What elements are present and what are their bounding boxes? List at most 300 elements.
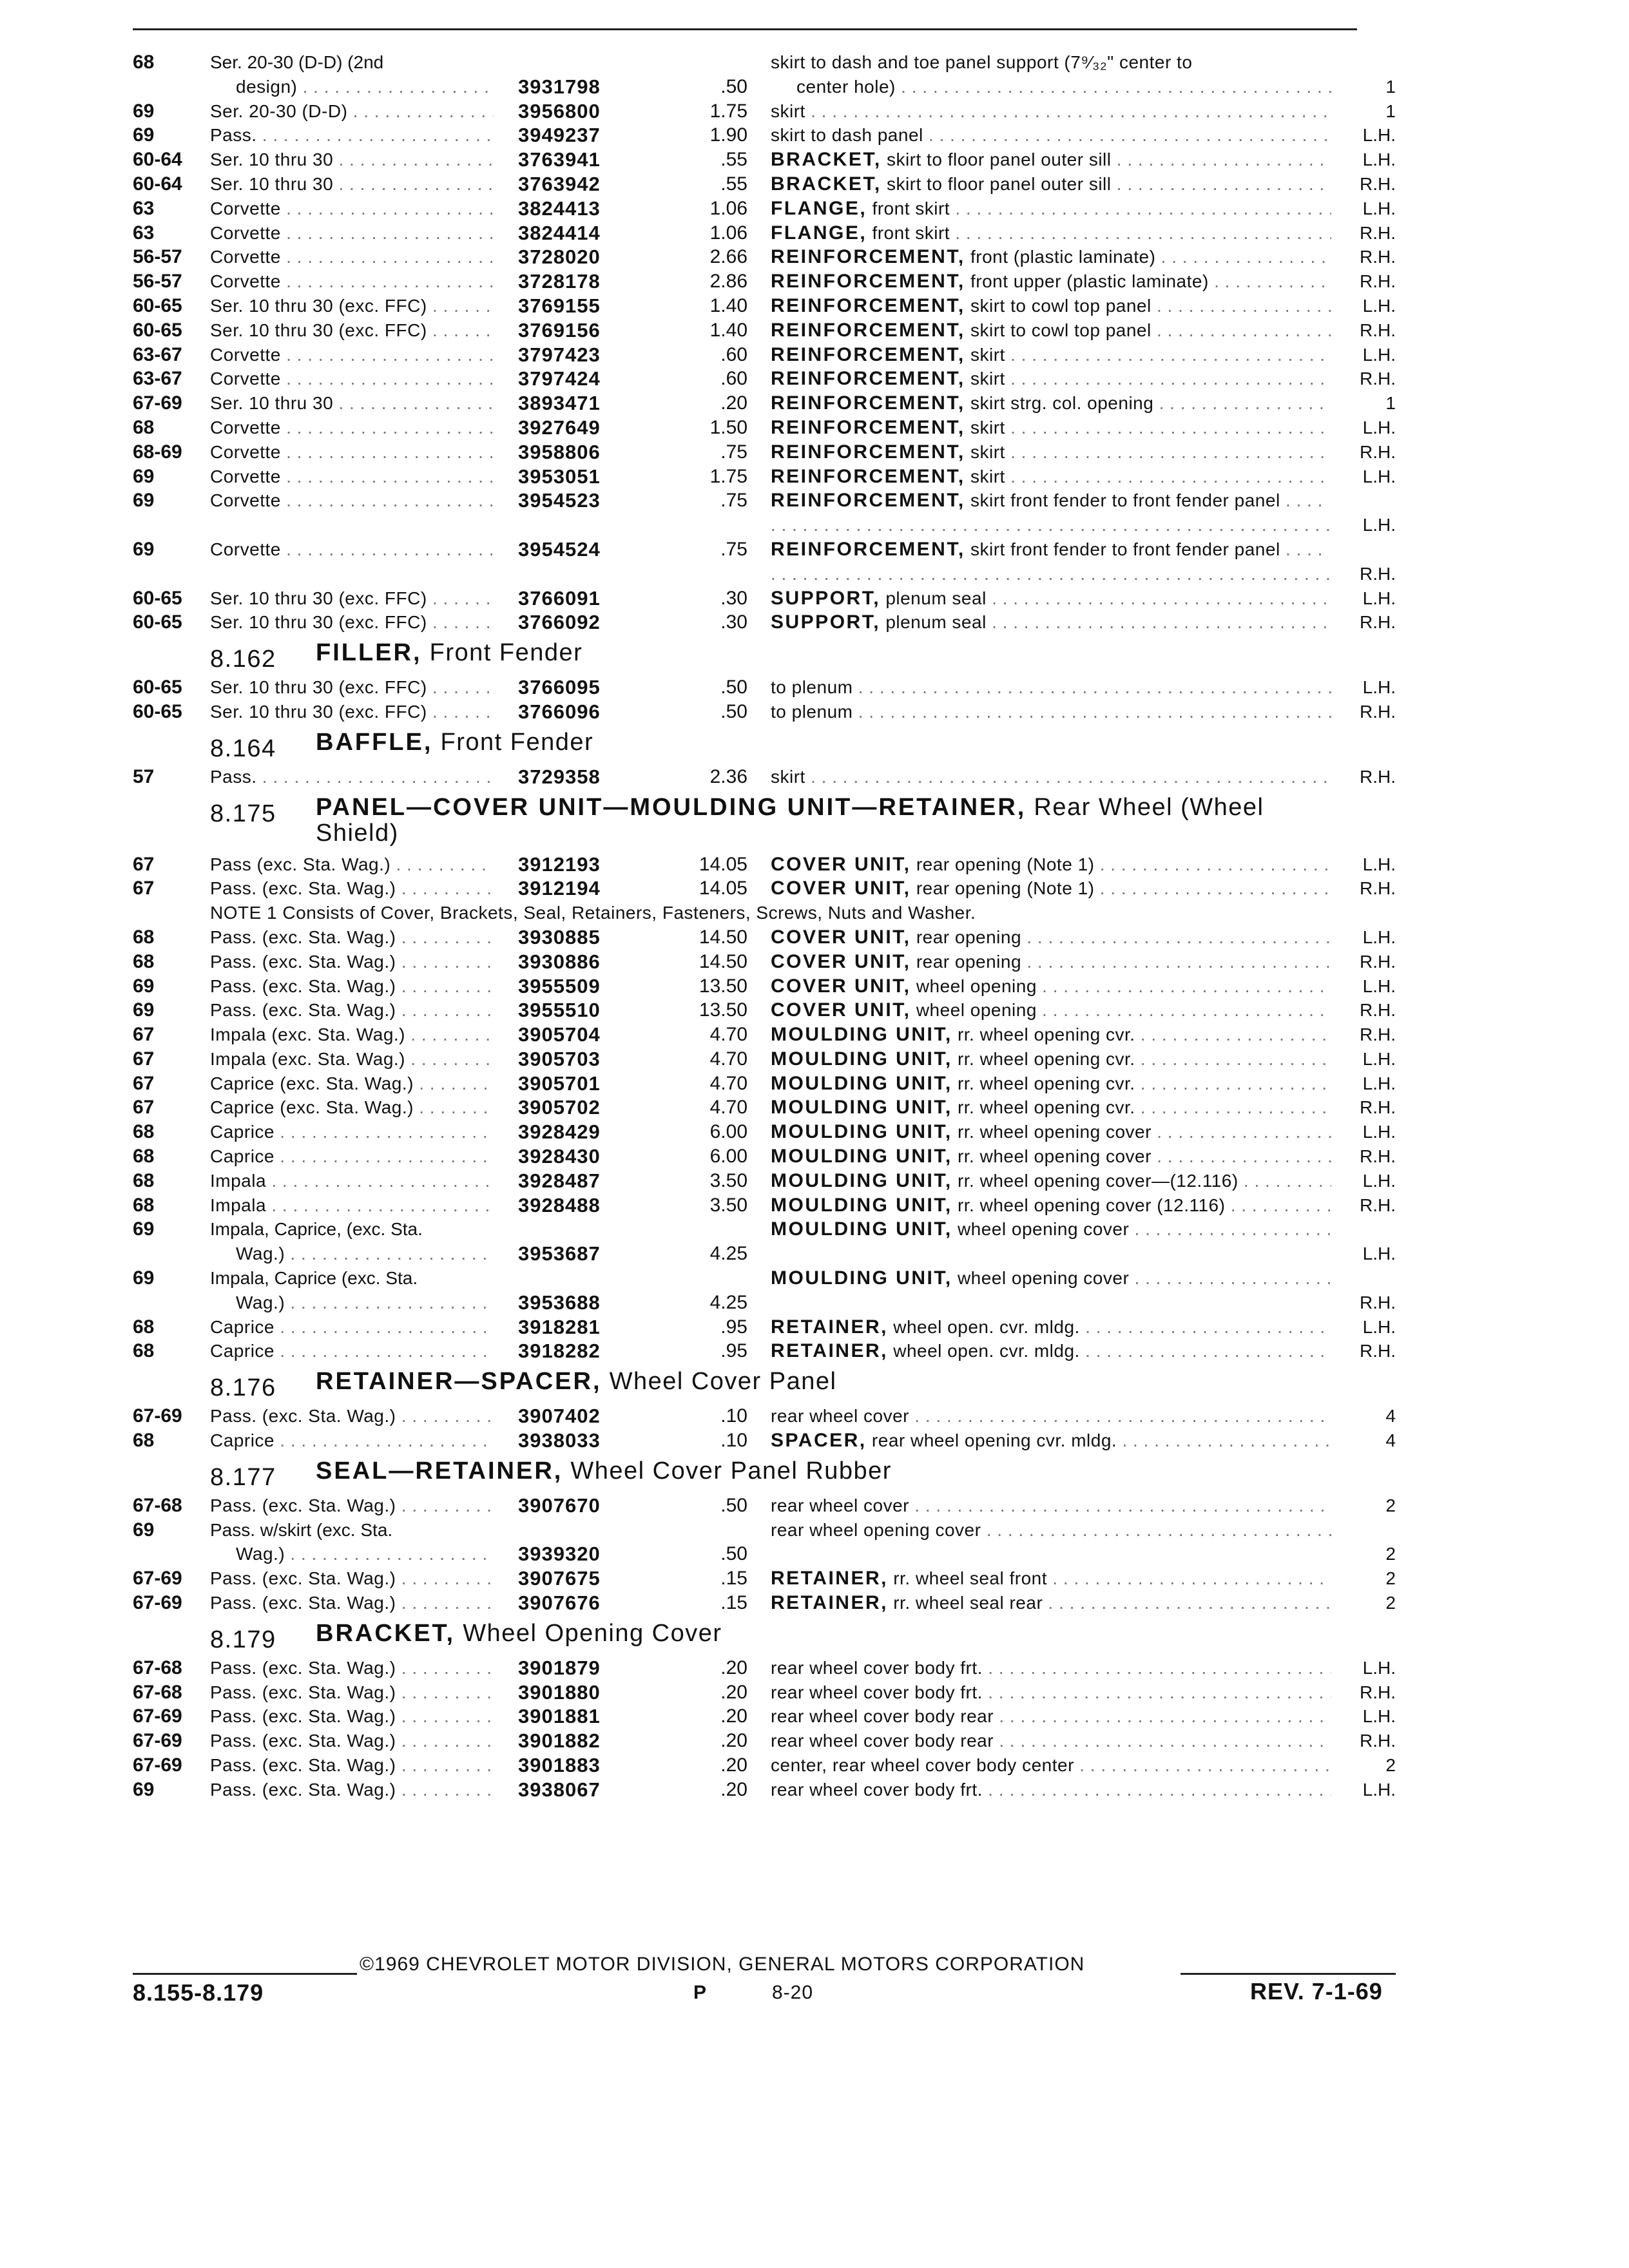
price: 6.00 bbox=[709, 1146, 747, 1168]
quantity-side: R.H. bbox=[1340, 1680, 1396, 1705]
price: .60 bbox=[720, 343, 747, 365]
parts-list bbox=[0, 50, 1629, 1802]
quantity-side: R.H. bbox=[1340, 876, 1396, 901]
quantity-side: R.H. bbox=[1340, 1095, 1396, 1120]
model: Ser. 10 thru 30 (exc. FFC) . . . bbox=[210, 586, 494, 611]
description bbox=[771, 1023, 1331, 1047]
description-keyword: SUPPORT, bbox=[771, 611, 881, 633]
page-number: 8-20 bbox=[772, 1982, 814, 2003]
price: 6.00 bbox=[709, 1121, 747, 1143]
model-year: 60-65 bbox=[133, 700, 182, 722]
part-row bbox=[0, 586, 1629, 611]
part-row bbox=[0, 245, 1629, 269]
part-number: 3928429 bbox=[518, 1120, 601, 1144]
quantity-side: L.H. bbox=[1340, 465, 1396, 489]
part-number: 3927649 bbox=[518, 416, 601, 439]
description-keyword: MOULDING UNIT, bbox=[771, 1024, 952, 1046]
section-range: 8.155-8.179 bbox=[133, 1979, 264, 2006]
part-row bbox=[0, 391, 1629, 416]
description-text: rear wheel cover body frt. bbox=[771, 1682, 983, 1702]
quantity-side: L.H. bbox=[1340, 148, 1396, 172]
part-number: 3901883 bbox=[518, 1754, 601, 1777]
section-heading bbox=[0, 724, 1629, 765]
quantity-side: L.H. bbox=[1340, 925, 1396, 950]
part-number: 3728020 bbox=[518, 245, 601, 269]
part-row bbox=[0, 1266, 1629, 1315]
model-year: 57 bbox=[133, 765, 155, 787]
description-keyword: RETAINER, bbox=[771, 1592, 888, 1614]
part-row bbox=[0, 1120, 1629, 1144]
part-row bbox=[0, 610, 1629, 635]
price: .20 bbox=[720, 1681, 747, 1703]
description-text: rr. wheel opening cvr. bbox=[957, 1073, 1135, 1093]
description bbox=[771, 610, 1331, 635]
model: Ser. 10 thru 30 . . . bbox=[210, 172, 494, 197]
price: 3.50 bbox=[709, 1169, 747, 1191]
price: 13.50 bbox=[699, 999, 747, 1021]
description-text: wheel opening cover bbox=[957, 1268, 1130, 1289]
footer-rule-right bbox=[1181, 1973, 1396, 1975]
price: 14.05 bbox=[699, 878, 747, 899]
part-row bbox=[0, 1753, 1629, 1778]
part-number: 3955509 bbox=[518, 974, 601, 997]
model: Pass (exc. Sta. Wag.) . . . bbox=[210, 852, 494, 877]
model-year: 63-67 bbox=[133, 343, 182, 365]
part-row bbox=[0, 1315, 1629, 1340]
description-text: skirt bbox=[771, 766, 805, 787]
model: Corvette . . . bbox=[210, 537, 494, 562]
model: design) . . . bbox=[236, 75, 494, 99]
description-keyword: RETAINER, bbox=[771, 1340, 888, 1362]
part-number: 3938033 bbox=[518, 1429, 601, 1452]
description-text: front (plastic laminate) bbox=[970, 247, 1156, 267]
description-keyword: SUPPORT, bbox=[771, 587, 881, 609]
price: .20 bbox=[720, 392, 747, 414]
section-keyword: BAFFLE, bbox=[316, 728, 433, 756]
description-text: plenum seal bbox=[885, 612, 987, 633]
part-row bbox=[0, 1591, 1629, 1615]
description bbox=[771, 998, 1331, 1023]
quantity-side: 2 bbox=[1340, 1591, 1396, 1615]
section-number: 8.179 bbox=[210, 1626, 276, 1653]
model-year: 67 bbox=[133, 1024, 155, 1046]
part-row bbox=[0, 488, 1629, 537]
model-year: 67-69 bbox=[133, 1706, 182, 1727]
model: Ser. 10 thru 30 . . . bbox=[210, 148, 494, 172]
part-number: 3797423 bbox=[518, 343, 601, 366]
part-row bbox=[0, 1339, 1629, 1363]
description-text: rear wheel cover body frt. bbox=[771, 1657, 983, 1678]
description bbox=[771, 1428, 1331, 1453]
model: Pass. (exc. Sta. Wag.) . . . bbox=[210, 1591, 494, 1615]
model-year: 68 bbox=[133, 1430, 155, 1452]
quantity-side: L.H. bbox=[1340, 974, 1396, 999]
part-row bbox=[0, 675, 1629, 700]
description bbox=[771, 221, 1331, 245]
part-row bbox=[0, 974, 1629, 999]
description bbox=[771, 343, 1331, 367]
model: Caprice (exc. Sta. Wag.) . . . bbox=[210, 1095, 494, 1120]
price: .55 bbox=[720, 149, 747, 171]
quantity-side: L.H. bbox=[1340, 513, 1396, 537]
section-heading bbox=[0, 1615, 1629, 1656]
part-row bbox=[0, 294, 1629, 318]
model-line-1: Impala, Caprice, (exc. Sta. bbox=[210, 1219, 423, 1240]
description bbox=[771, 925, 1331, 950]
description-keyword: REINFORCEMENT, bbox=[771, 319, 965, 341]
section-subtitle: Wheel Cover Panel Rubber bbox=[570, 1457, 892, 1485]
description-keyword: BRACKET, bbox=[771, 173, 882, 195]
model: Impala (exc. Sta. Wag.) . . . bbox=[210, 1047, 494, 1072]
price: .55 bbox=[720, 173, 747, 195]
description bbox=[771, 440, 1331, 465]
price: .95 bbox=[720, 1316, 747, 1338]
part-number: 3918282 bbox=[518, 1340, 601, 1363]
description-text: skirt to floor panel outer sill bbox=[886, 173, 1112, 194]
model-year: 69 bbox=[133, 1267, 155, 1289]
model-year: 69 bbox=[133, 490, 155, 512]
description bbox=[771, 876, 1331, 901]
description-keyword: COVER UNIT, bbox=[771, 878, 911, 899]
description bbox=[771, 1169, 1331, 1193]
quantity-side: R.H. bbox=[1340, 318, 1396, 343]
description-keyword: COVER UNIT, bbox=[771, 950, 911, 972]
model-year: 68 bbox=[133, 1169, 155, 1191]
description bbox=[771, 852, 1331, 877]
model: Caprice (exc. Sta. Wag.) . . . bbox=[210, 1072, 494, 1096]
part-row bbox=[0, 318, 1629, 343]
description bbox=[771, 488, 1331, 537]
price: 4.70 bbox=[709, 1072, 747, 1094]
part-row bbox=[0, 1566, 1629, 1591]
description bbox=[771, 1266, 1331, 1291]
model-year: 63-67 bbox=[133, 368, 182, 390]
price: 1.40 bbox=[709, 319, 747, 341]
description bbox=[771, 950, 1331, 974]
quantity-side: 1 bbox=[1340, 391, 1396, 416]
part-row bbox=[0, 998, 1629, 1023]
part-number: 3766095 bbox=[518, 676, 601, 699]
price: 14.50 bbox=[699, 950, 747, 972]
page-letter: P bbox=[693, 1982, 708, 2003]
quantity-side: L.H. bbox=[1340, 1315, 1396, 1340]
model: Ser. 10 thru 30 (exc. FFC) . . . bbox=[210, 294, 494, 318]
price: .50 bbox=[720, 1543, 747, 1565]
description bbox=[771, 1315, 1331, 1340]
section-title bbox=[316, 640, 1347, 666]
description bbox=[771, 294, 1331, 318]
model: Wag.) . . . bbox=[236, 1242, 494, 1266]
part-row bbox=[0, 197, 1629, 221]
part-number: 3763941 bbox=[518, 148, 601, 171]
model-year: 67-69 bbox=[133, 1754, 182, 1776]
price: 1.40 bbox=[709, 294, 747, 316]
part-row bbox=[0, 1169, 1629, 1193]
model: Pass. . . . bbox=[210, 765, 494, 789]
part-row bbox=[0, 950, 1629, 974]
price: 4.70 bbox=[709, 1048, 747, 1070]
part-number: 3939320 bbox=[518, 1542, 601, 1566]
description bbox=[771, 1729, 1331, 1753]
description-text: rr. wheel seal front bbox=[893, 1568, 1048, 1589]
quantity-side: R.H. bbox=[1340, 1729, 1396, 1753]
model: Pass. (exc. Sta. Wag.) . . . bbox=[210, 1729, 494, 1753]
section-subtitle: Front Fender bbox=[440, 728, 594, 756]
description bbox=[771, 586, 1331, 611]
model: Impala (exc. Sta. Wag.) . . . bbox=[210, 1023, 494, 1047]
price: 1.06 bbox=[709, 197, 747, 219]
part-row bbox=[0, 1023, 1629, 1047]
price: 4.25 bbox=[709, 1291, 747, 1313]
description bbox=[771, 148, 1331, 172]
quantity-side: L.H. bbox=[1340, 197, 1396, 221]
description bbox=[771, 416, 1331, 440]
quantity-side: R.H. bbox=[1340, 610, 1396, 635]
model: Ser. 10 thru 30 . . . bbox=[210, 391, 494, 416]
description-text: rear wheel opening cvr. mldg. bbox=[871, 1430, 1117, 1451]
description-keyword: COVER UNIT, bbox=[771, 975, 911, 997]
description-keyword: REINFORCEMENT, bbox=[771, 343, 965, 365]
description bbox=[771, 537, 1331, 586]
description-keyword: REINFORCEMENT, bbox=[771, 416, 965, 438]
description bbox=[771, 1047, 1331, 1072]
part-number: 3901879 bbox=[518, 1656, 601, 1679]
model: Wag.) . . . bbox=[236, 1291, 494, 1315]
description-keyword: FLANGE, bbox=[771, 222, 867, 244]
price: 1.75 bbox=[709, 100, 747, 122]
part-row bbox=[0, 1680, 1629, 1705]
quantity-side: L.H. bbox=[1340, 294, 1396, 318]
part-row bbox=[0, 50, 1629, 99]
description-keyword: MOULDING UNIT, bbox=[771, 1218, 952, 1240]
description-text: skirt bbox=[771, 101, 805, 121]
part-row bbox=[0, 1729, 1629, 1753]
price: 14.50 bbox=[699, 926, 747, 948]
description bbox=[771, 1591, 1331, 1615]
description bbox=[771, 1120, 1331, 1144]
part-number: 3763942 bbox=[518, 172, 601, 195]
model: Corvette . . . bbox=[210, 197, 494, 221]
description-text: skirt to cowl top panel bbox=[970, 295, 1152, 316]
revision-date: REV. 7-1-69 bbox=[1250, 1978, 1383, 2004]
part-row bbox=[0, 1704, 1629, 1729]
section-subtitle: Rear Wheel (Wheel Shield) bbox=[316, 793, 1264, 847]
part-number: 3901881 bbox=[518, 1705, 601, 1728]
section-number: 8.177 bbox=[210, 1463, 276, 1491]
description-text: front upper (plastic laminate) bbox=[970, 271, 1209, 292]
section-title bbox=[316, 1620, 1347, 1646]
model-year: 67-68 bbox=[133, 1681, 182, 1703]
description-text: rr. wheel opening cvr. bbox=[957, 1097, 1135, 1118]
section-keyword: SEAL—RETAINER, bbox=[316, 1457, 563, 1485]
description-text: skirt strg. col. opening bbox=[970, 393, 1154, 414]
model-year: 68 bbox=[133, 1316, 155, 1338]
description-line-1: skirt to dash and toe panel support (7⁹⁄₃₂" center to bbox=[771, 52, 1193, 72]
description-text: rear wheel cover body frt. bbox=[771, 1779, 983, 1800]
model-year: 69 bbox=[133, 100, 155, 122]
model-year: 60-65 bbox=[133, 319, 182, 341]
part-row bbox=[0, 343, 1629, 367]
description-text: rear opening bbox=[916, 951, 1022, 972]
part-row bbox=[0, 148, 1629, 172]
section-subtitle: Front Fender bbox=[429, 639, 583, 667]
model-year: 69 bbox=[133, 538, 155, 560]
description-keyword: RETAINER, bbox=[771, 1316, 888, 1338]
part-row bbox=[0, 1072, 1629, 1096]
description-text: to plenum bbox=[771, 677, 853, 698]
model-year: 63 bbox=[133, 222, 155, 244]
section-title bbox=[316, 729, 1347, 755]
price: .10 bbox=[720, 1405, 747, 1427]
description-keyword: COVER UNIT, bbox=[771, 999, 911, 1021]
description-text: rr. wheel opening cover—(12.116) bbox=[957, 1170, 1239, 1191]
description-keyword: BRACKET, bbox=[771, 149, 882, 171]
description-keyword: COVER UNIT, bbox=[771, 853, 911, 875]
description bbox=[771, 675, 1331, 700]
description-text: skirt front fender to front fender panel bbox=[970, 490, 1280, 511]
part-number: 3905703 bbox=[518, 1047, 601, 1070]
price: .20 bbox=[720, 1730, 747, 1752]
description-text: center, rear wheel cover body center bbox=[771, 1755, 1074, 1776]
description bbox=[771, 700, 1331, 724]
model-year: 67 bbox=[133, 853, 155, 875]
price: .20 bbox=[720, 1778, 747, 1800]
part-number: 3955510 bbox=[518, 999, 601, 1022]
price: .30 bbox=[720, 611, 747, 633]
part-row bbox=[0, 416, 1629, 440]
part-row bbox=[0, 172, 1629, 197]
part-number: 3931798 bbox=[518, 75, 601, 98]
model: Corvette . . . bbox=[210, 440, 494, 465]
description-text: skirt bbox=[970, 466, 1005, 486]
model-year: 60-64 bbox=[133, 149, 182, 171]
description-keyword: MOULDING UNIT, bbox=[771, 1194, 952, 1216]
description-text: skirt to floor panel outer sill bbox=[886, 149, 1112, 170]
part-number: 3954524 bbox=[518, 537, 601, 561]
description-text: wheel opening bbox=[916, 975, 1037, 996]
part-row bbox=[0, 1095, 1629, 1120]
model: Corvette . . . bbox=[210, 245, 494, 269]
description-text: rear opening bbox=[916, 927, 1022, 947]
quantity-side: R.H. bbox=[1340, 700, 1396, 724]
part-number: 3912194 bbox=[518, 877, 601, 900]
description-text: skirt to dash panel bbox=[771, 125, 923, 146]
part-row bbox=[0, 537, 1629, 586]
price: 2.86 bbox=[709, 271, 747, 293]
description-text: rear opening (Note 1) bbox=[916, 854, 1095, 874]
description-text: skirt bbox=[970, 441, 1005, 462]
model-year: 56-57 bbox=[133, 246, 182, 268]
description bbox=[771, 465, 1331, 489]
section-title bbox=[316, 1369, 1347, 1394]
section-heading bbox=[0, 1453, 1629, 1494]
part-row bbox=[0, 876, 1629, 901]
model-line-1: Pass. w/skirt (exc. Sta. bbox=[210, 1519, 393, 1540]
quantity-side: R.H. bbox=[1340, 562, 1396, 586]
description bbox=[771, 1339, 1331, 1363]
section-keyword: BRACKET, bbox=[316, 1619, 456, 1647]
description-text: rr. wheel opening cvr. bbox=[957, 1048, 1135, 1069]
price: 1.75 bbox=[709, 465, 747, 487]
description-text: front skirt bbox=[872, 222, 950, 243]
price: 3.50 bbox=[709, 1194, 747, 1216]
part-row bbox=[0, 765, 1629, 789]
description-text: rr. wheel opening cvr. bbox=[957, 1024, 1135, 1045]
part-number: 3769155 bbox=[518, 294, 601, 317]
part-number: 3766096 bbox=[518, 700, 601, 723]
price: 14.05 bbox=[699, 853, 747, 875]
model: Caprice . . . bbox=[210, 1120, 494, 1144]
model-year: 60-65 bbox=[133, 677, 182, 698]
description-text: skirt bbox=[970, 344, 1005, 365]
model: Caprice . . . bbox=[210, 1428, 494, 1453]
model: Corvette . . . bbox=[210, 269, 494, 294]
quantity-side: R.H. bbox=[1340, 221, 1396, 245]
model: Wag.) . . . bbox=[236, 1542, 494, 1566]
description-text: wheel opening cover bbox=[957, 1219, 1130, 1240]
part-row bbox=[0, 1428, 1629, 1453]
quantity-side: 4 bbox=[1340, 1404, 1396, 1428]
model: Pass. (exc. Sta. Wag.) . . . bbox=[210, 950, 494, 974]
part-row bbox=[0, 700, 1629, 724]
price: .15 bbox=[720, 1568, 747, 1590]
price: .60 bbox=[720, 368, 747, 390]
description bbox=[771, 123, 1331, 148]
description-text: skirt bbox=[970, 369, 1005, 389]
description bbox=[771, 1217, 1331, 1242]
part-number: 3958806 bbox=[518, 440, 601, 463]
copyright-line: ©1969 CHEVROLET MOTOR DIVISION, GENERAL MOTORS CORPORATION bbox=[360, 1954, 1085, 1975]
model: Impala . . . bbox=[210, 1169, 494, 1193]
model: Corvette . . . bbox=[210, 465, 494, 489]
part-row bbox=[0, 1518, 1629, 1567]
model-year: 67-69 bbox=[133, 1405, 182, 1427]
description-keyword: REINFORCEMENT, bbox=[771, 368, 965, 390]
description bbox=[771, 1193, 1331, 1218]
description-keyword: MOULDING UNIT, bbox=[771, 1169, 952, 1191]
model-year: 67-69 bbox=[133, 392, 182, 414]
description-text: wheel open. cvr. mldg. bbox=[893, 1316, 1080, 1337]
part-number: 3824413 bbox=[518, 197, 601, 220]
quantity-side: 2 bbox=[1340, 1494, 1396, 1518]
description-keyword: MOULDING UNIT, bbox=[771, 1121, 952, 1143]
price: 1.50 bbox=[709, 416, 747, 438]
description-keyword: RETAINER, bbox=[771, 1568, 888, 1590]
quantity-side: R.H. bbox=[1340, 1193, 1396, 1218]
note-row bbox=[0, 901, 1629, 925]
model: Caprice . . . bbox=[210, 1144, 494, 1169]
description-keyword: REINFORCEMENT, bbox=[771, 538, 965, 560]
description-text: rr. wheel seal rear bbox=[893, 1593, 1043, 1613]
quantity-side: R.H. bbox=[1340, 1023, 1396, 1047]
price: .50 bbox=[720, 1494, 747, 1516]
price: .75 bbox=[720, 441, 747, 463]
price: 2.66 bbox=[709, 246, 747, 268]
description bbox=[771, 1704, 1331, 1729]
description bbox=[771, 391, 1331, 416]
part-number: 3769156 bbox=[518, 318, 601, 341]
model: Pass. (exc. Sta. Wag.) . . . bbox=[210, 1704, 494, 1729]
quantity-side: L.H. bbox=[1340, 852, 1396, 877]
model-year: 60-64 bbox=[133, 173, 182, 195]
description bbox=[771, 1566, 1331, 1591]
price: 4.70 bbox=[709, 1024, 747, 1046]
part-number: 3728178 bbox=[518, 270, 601, 293]
quantity-side: L.H. bbox=[1340, 343, 1396, 367]
part-number: 3949237 bbox=[518, 124, 601, 147]
part-number: 3893471 bbox=[518, 392, 601, 415]
quantity-side: R.H. bbox=[1340, 245, 1396, 269]
